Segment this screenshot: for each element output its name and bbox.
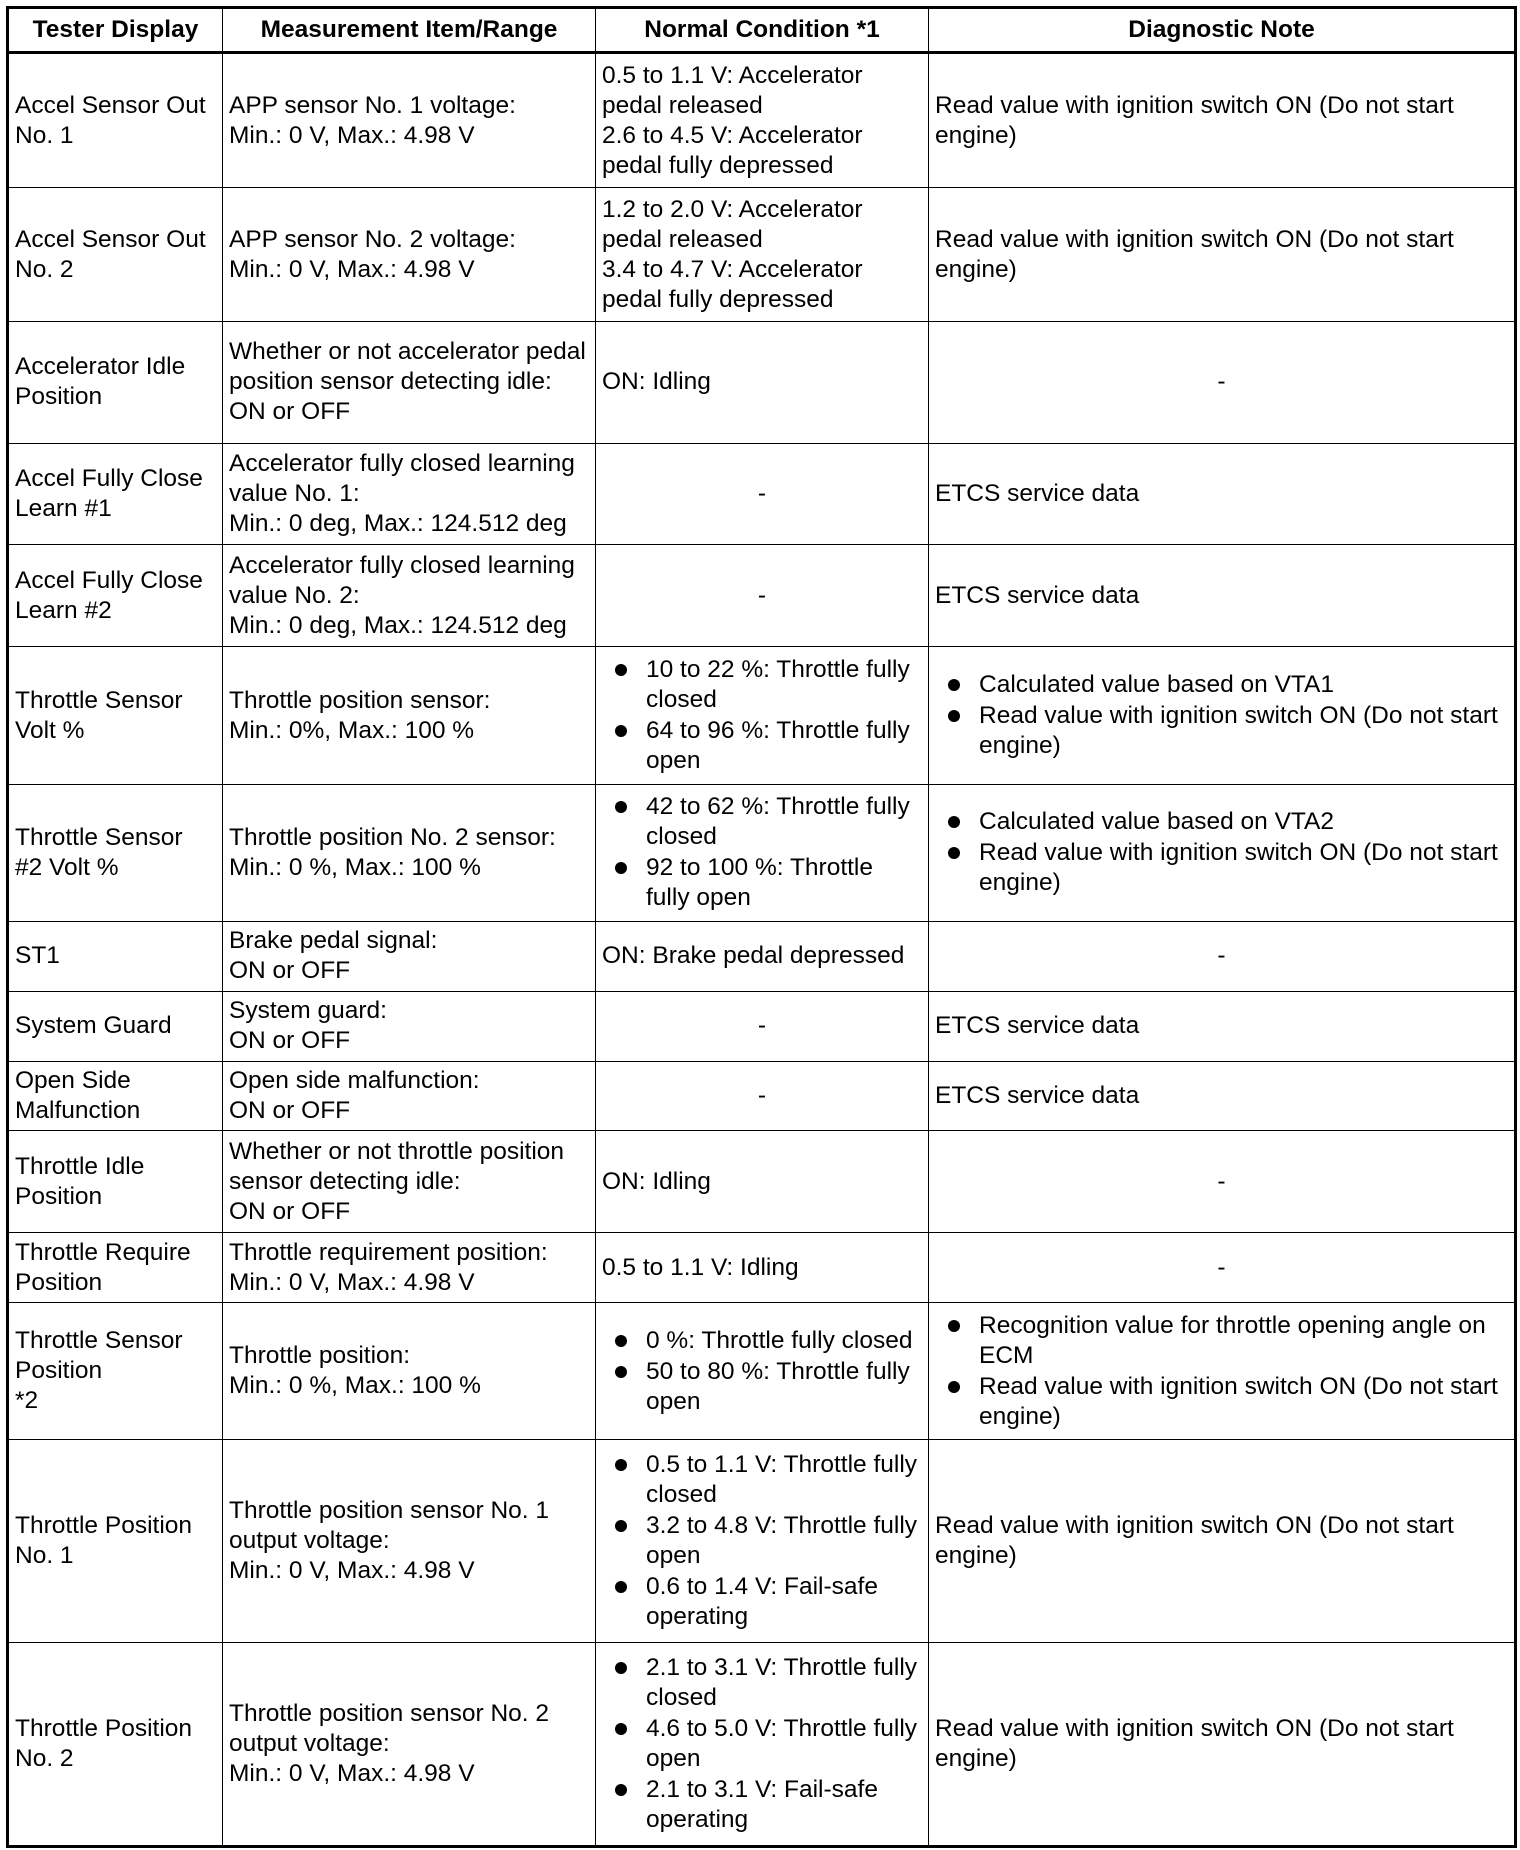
measurement-line: Min.: 0 V, Max.: 4.98 V	[229, 1760, 475, 1787]
measurement-line: Accelerator fully closed learning value No. 1:	[229, 449, 575, 507]
measurement-line: Min.: 0%, Max.: 100 %	[229, 716, 475, 744]
table-row	[8, 188, 1516, 322]
measurement-cell	[223, 647, 596, 784]
bullet-item: 3.2 to 4.8 V: Throttle fully open	[602, 1511, 922, 1571]
measurement-line: Whether or not throttle position sensor detecting idle:	[229, 1137, 565, 1195]
footnote-mark: *2	[15, 1387, 39, 1415]
measurement-line: Throttle position:	[229, 1342, 411, 1370]
normal-condition-cell	[596, 188, 929, 322]
data-list-table	[6, 6, 1517, 1848]
normal-condition-cell	[596, 53, 929, 188]
table-row	[8, 991, 1516, 1061]
header-tester-display: Tester Display	[8, 8, 223, 53]
normal-bullet-list	[602, 1326, 922, 1417]
table-row	[8, 1131, 1516, 1233]
normal-bullet-list	[602, 655, 922, 776]
normal-line: 3.4 to 4.7 V: Accelerator pedal fully depressed	[602, 255, 863, 313]
table-row	[8, 1643, 1516, 1847]
bullet-item: Read value with ignition switch ON (Do not start engine)	[935, 701, 1508, 761]
tester-display-cell	[8, 1302, 223, 1439]
diagnostic-note-cell: ETCS service data	[929, 545, 1516, 647]
measurement-line: ON or OFF	[229, 957, 351, 985]
bullet-item: 64 to 96 %: Throttle fully open	[602, 716, 922, 776]
diagnostic-note-cell: Read value with ignition switch ON (Do not start engine)	[929, 53, 1516, 188]
normal-condition-cell	[596, 1440, 929, 1643]
bullet-item: 2.1 to 3.1 V: Throttle fully closed	[602, 1653, 922, 1713]
measurement-line: Throttle position sensor:	[229, 686, 491, 714]
diagnostic-note-cell: Read value with ignition switch ON (Do not start engine)	[929, 1440, 1516, 1643]
tester-display-cell: System Guard	[8, 991, 223, 1061]
normal-condition-cell: ON: Brake pedal depressed	[596, 922, 929, 992]
tester-display-cell: Throttle Position No. 2	[8, 1643, 223, 1847]
measurement-line: APP sensor No. 1 voltage:	[229, 91, 516, 119]
measurement-line: Whether or not accelerator pedal position sensor detecting idle:	[229, 338, 586, 396]
diagnostic-note-cell	[929, 647, 1516, 784]
measurement-cell	[223, 1131, 596, 1233]
diagnostic-note-cell: Read value with ignition switch ON (Do not start engine)	[929, 1643, 1516, 1847]
normal-condition-cell: -	[596, 545, 929, 647]
measurement-cell	[223, 1233, 596, 1303]
tester-display-cell: Open Side Malfunction	[8, 1061, 223, 1131]
diagnostic-note-cell	[929, 1302, 1516, 1439]
table-row	[8, 53, 1516, 188]
bullet-item: 0 %: Throttle fully closed	[602, 1326, 922, 1356]
normal-condition-cell: -	[596, 991, 929, 1061]
diagnostic-note-cell: ETCS service data	[929, 1061, 1516, 1131]
bullet-item: Recognition value for throttle opening angle on ECM	[935, 1311, 1508, 1371]
measurement-line: Open side malfunction:	[229, 1066, 480, 1094]
diagnostic-note-cell: ETCS service data	[929, 991, 1516, 1061]
measurement-cell	[223, 784, 596, 921]
table-row	[8, 1233, 1516, 1303]
measurement-line: Min.: 0 V, Max.: 4.98 V	[229, 255, 475, 283]
tester-display-cell: Accel Fully Close Learn #1	[8, 443, 223, 545]
table-row	[8, 1302, 1516, 1439]
measurement-line: Throttle position sensor No. 2 output voltage:	[229, 1700, 550, 1757]
bullet-item: 42 to 62 %: Throttle fully closed	[602, 792, 922, 852]
measurement-cell	[223, 991, 596, 1061]
table-header-row	[8, 8, 1516, 53]
table-row	[8, 443, 1516, 545]
bullet-item: 0.5 to 1.1 V: Throttle fully closed	[602, 1450, 922, 1510]
measurement-cell	[223, 545, 596, 647]
tester-display-cell: ST1	[8, 922, 223, 992]
tester-display-cell: Accel Sensor Out No. 1	[8, 53, 223, 188]
measurement-line: Min.: 0 %, Max.: 100 %	[229, 1372, 481, 1400]
bullet-item: 4.6 to 5.0 V: Throttle fully open	[602, 1714, 922, 1774]
diagnostic-note-cell: ETCS service data	[929, 443, 1516, 545]
normal-condition-cell	[596, 1302, 929, 1439]
header-normal-condition: Normal Condition *1	[596, 8, 929, 53]
measurement-line: Min.: 0 V, Max.: 4.98 V	[229, 1268, 475, 1296]
tester-display-cell: Throttle Sensor #2 Volt %	[8, 784, 223, 921]
table-row	[8, 1440, 1516, 1643]
table-row	[8, 647, 1516, 784]
bullet-item: 50 to 80 %: Throttle fully open	[602, 1357, 922, 1417]
tester-display-cell: Accel Sensor Out No. 2	[8, 188, 223, 322]
table-row	[8, 322, 1516, 443]
measurement-line: Min.: 0 deg, Max.: 124.512 deg	[229, 611, 567, 639]
table-row	[8, 1061, 1516, 1131]
bullet-item: Read value with ignition switch ON (Do not start engine)	[935, 1372, 1508, 1432]
measurement-cell	[223, 53, 596, 188]
diagnostic-note-cell: -	[929, 1233, 1516, 1303]
normal-condition-cell	[596, 784, 929, 921]
measurement-line: Brake pedal signal:	[229, 927, 438, 955]
normal-condition-cell: ON: Idling	[596, 322, 929, 443]
measurement-cell	[223, 443, 596, 545]
note-bullet-list	[935, 807, 1508, 898]
measurement-cell	[223, 322, 596, 443]
normal-bullet-list	[602, 1450, 922, 1632]
measurement-line: System guard:	[229, 997, 387, 1025]
normal-condition-cell: ON: Idling	[596, 1131, 929, 1233]
diagnostic-note-cell	[929, 784, 1516, 921]
normal-line: 1.2 to 2.0 V: Accelerator pedal released	[602, 195, 863, 253]
measurement-line: Min.: 0 deg, Max.: 124.512 deg	[229, 509, 567, 537]
measurement-cell	[223, 922, 596, 992]
tester-display-cell: Throttle Sensor Volt %	[8, 647, 223, 784]
bullet-item: Calculated value based on VTA2	[935, 807, 1508, 837]
table-row	[8, 784, 1516, 921]
measurement-cell	[223, 188, 596, 322]
measurement-line: Throttle position No. 2 sensor:	[229, 823, 556, 851]
bullet-item: 2.1 to 3.1 V: Fail-safe operating	[602, 1775, 922, 1835]
measurement-cell	[223, 1440, 596, 1643]
measurement-line: Accelerator fully closed learning value No. 2:	[229, 551, 575, 609]
diagnostic-note-cell: -	[929, 922, 1516, 992]
bullet-item: Calculated value based on VTA1	[935, 670, 1508, 700]
measurement-line: Min.: 0 %, Max.: 100 %	[229, 853, 481, 881]
tester-display-cell: Accelerator Idle Position	[8, 322, 223, 443]
measurement-line: Min.: 0 V, Max.: 4.98 V	[229, 121, 475, 149]
table-row	[8, 545, 1516, 647]
normal-condition-cell: -	[596, 443, 929, 545]
diagnostic-note-cell: Read value with ignition switch ON (Do not start engine)	[929, 188, 1516, 322]
measurement-line: ON or OFF	[229, 1027, 351, 1055]
measurement-cell	[223, 1061, 596, 1131]
measurement-line: APP sensor No. 2 voltage:	[229, 225, 516, 253]
normal-condition-cell	[596, 647, 929, 784]
measurement-line: Throttle requirement position:	[229, 1238, 548, 1266]
table-row	[8, 922, 1516, 992]
measurement-line: ON or OFF	[229, 398, 351, 426]
bullet-item: 92 to 100 %: Throttle fully open	[602, 853, 922, 913]
normal-condition-cell	[596, 1643, 929, 1847]
diagnostic-note-cell: -	[929, 1131, 1516, 1233]
diagnostic-note-cell: -	[929, 322, 1516, 443]
normal-line: 0.5 to 1.1 V: Accelerator pedal released	[602, 61, 863, 119]
measurement-line: Min.: 0 V, Max.: 4.98 V	[229, 1557, 475, 1585]
bullet-item: 0.6 to 1.4 V: Fail-safe operating	[602, 1572, 922, 1632]
tester-display-text: Throttle Sensor Position	[15, 1327, 183, 1385]
measurement-line: ON or OFF	[229, 1197, 351, 1225]
tester-display-cell: Accel Fully Close Learn #2	[8, 545, 223, 647]
normal-bullet-list	[602, 792, 922, 913]
measurement-cell	[223, 1302, 596, 1439]
tester-display-cell: Throttle Position No. 1	[8, 1440, 223, 1643]
bullet-item: Read value with ignition switch ON (Do not start engine)	[935, 838, 1508, 898]
normal-condition-cell: 0.5 to 1.1 V: Idling	[596, 1233, 929, 1303]
tester-display-cell: Throttle Require Position	[8, 1233, 223, 1303]
tester-display-cell: Throttle Idle Position	[8, 1131, 223, 1233]
measurement-line: Throttle position sensor No. 1 output voltage:	[229, 1497, 550, 1555]
note-bullet-list	[935, 670, 1508, 761]
note-bullet-list	[935, 1311, 1508, 1432]
header-diagnostic-note: Diagnostic Note	[929, 8, 1516, 53]
measurement-line: ON or OFF	[229, 1096, 351, 1124]
normal-line: 2.6 to 4.5 V: Accelerator pedal fully depressed	[602, 121, 863, 179]
measurement-cell	[223, 1643, 596, 1847]
normal-condition-cell: -	[596, 1061, 929, 1131]
normal-bullet-list	[602, 1653, 922, 1835]
bullet-item: 10 to 22 %: Throttle fully closed	[602, 655, 922, 715]
header-measurement: Measurement Item/Range	[223, 8, 596, 53]
